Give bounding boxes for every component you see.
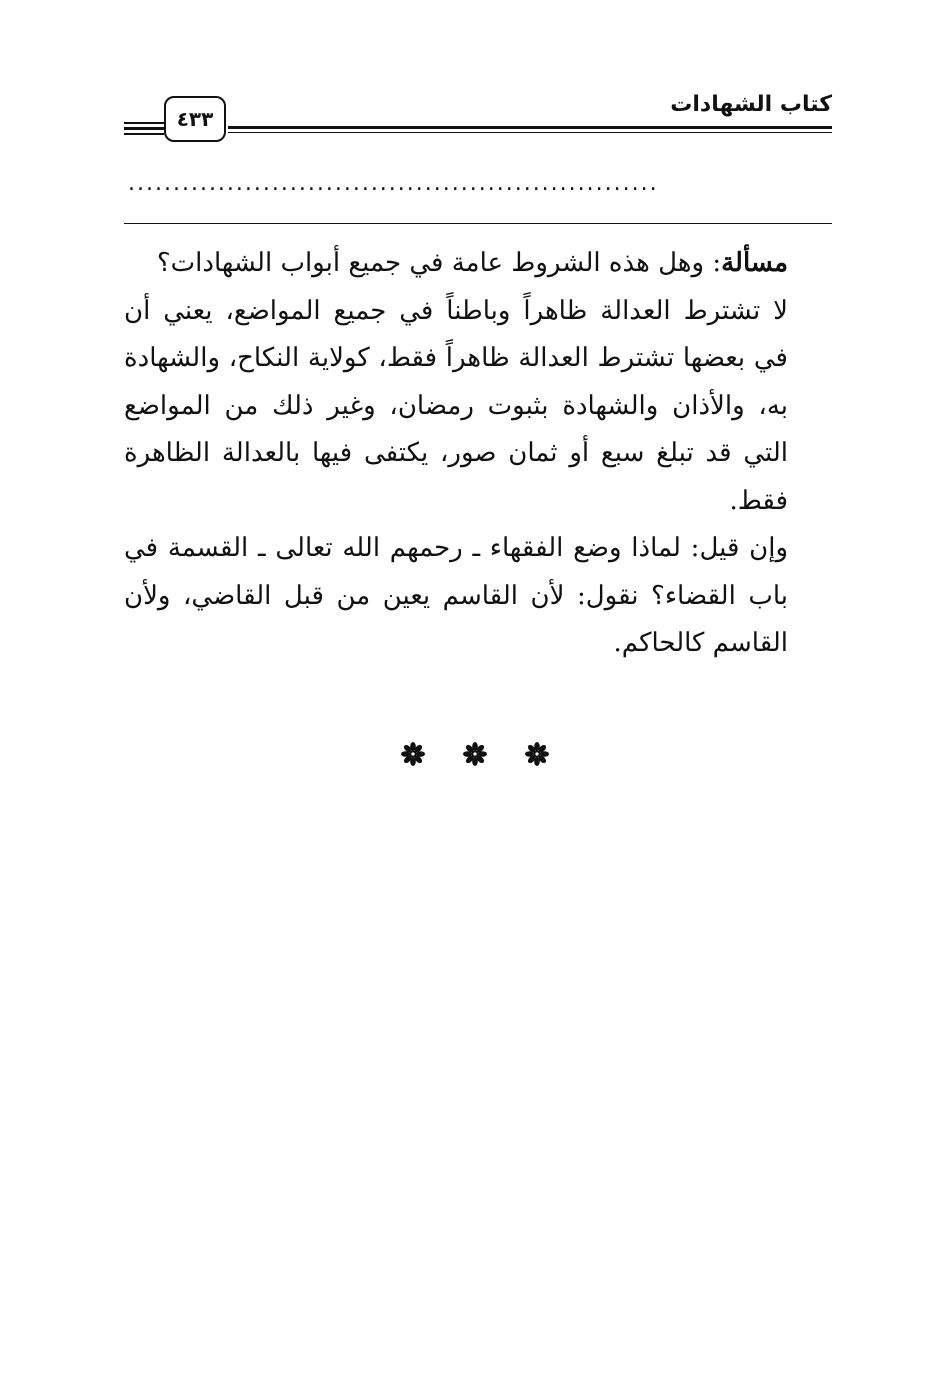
flower-ornament-icon — [524, 741, 550, 767]
flower-ornament-icon — [462, 741, 488, 767]
header-rule-left-top — [124, 122, 164, 124]
header-rule — [228, 126, 832, 129]
section-separator — [124, 223, 832, 224]
paragraph-answer: لا تشترط العدالة ظاهراً وباطناً في جميع المواضع، يعني أن في بعضها تشترط العدالة ظاهراً فقط، كولاية النكاح، والشهادة به، والأذان والشهادة بثبوت رمضان، وغير ذلك من المواضع التي قد تبلغ سبع أو ثمان صور، يكتفى فيها بالعدالة الظاهرة فقط. — [124, 295, 788, 516]
dotted-line: ........................................................... — [128, 172, 659, 196]
paragraph-question — [124, 240, 832, 288]
question-term: مسألة — [721, 248, 788, 278]
paragraph-qisma: وإن قيل: لماذا وضع الفقهاء ـ رحمهم الله تعالى ـ القسمة في باب القضاء؟ نقول: لأن القاسم يعين من قبل القاضي، ولأن القاسم كالحاكم. — [124, 533, 789, 658]
question-text: : وهل هذه الشروط عامة في جميع أبواب الشهادات؟ — [156, 248, 722, 278]
page-number: ٤٣٣ — [164, 96, 226, 142]
flower-ornament-icon — [400, 741, 426, 767]
header-rule-thin — [228, 132, 832, 133]
main-text — [124, 240, 832, 668]
page-header — [124, 88, 832, 148]
header-rule-left-bottom — [124, 133, 164, 135]
chapter-title: كتاب الشهادات — [670, 92, 832, 117]
section-end-ornaments — [400, 736, 550, 772]
header-rule-left-middle — [124, 127, 164, 130]
